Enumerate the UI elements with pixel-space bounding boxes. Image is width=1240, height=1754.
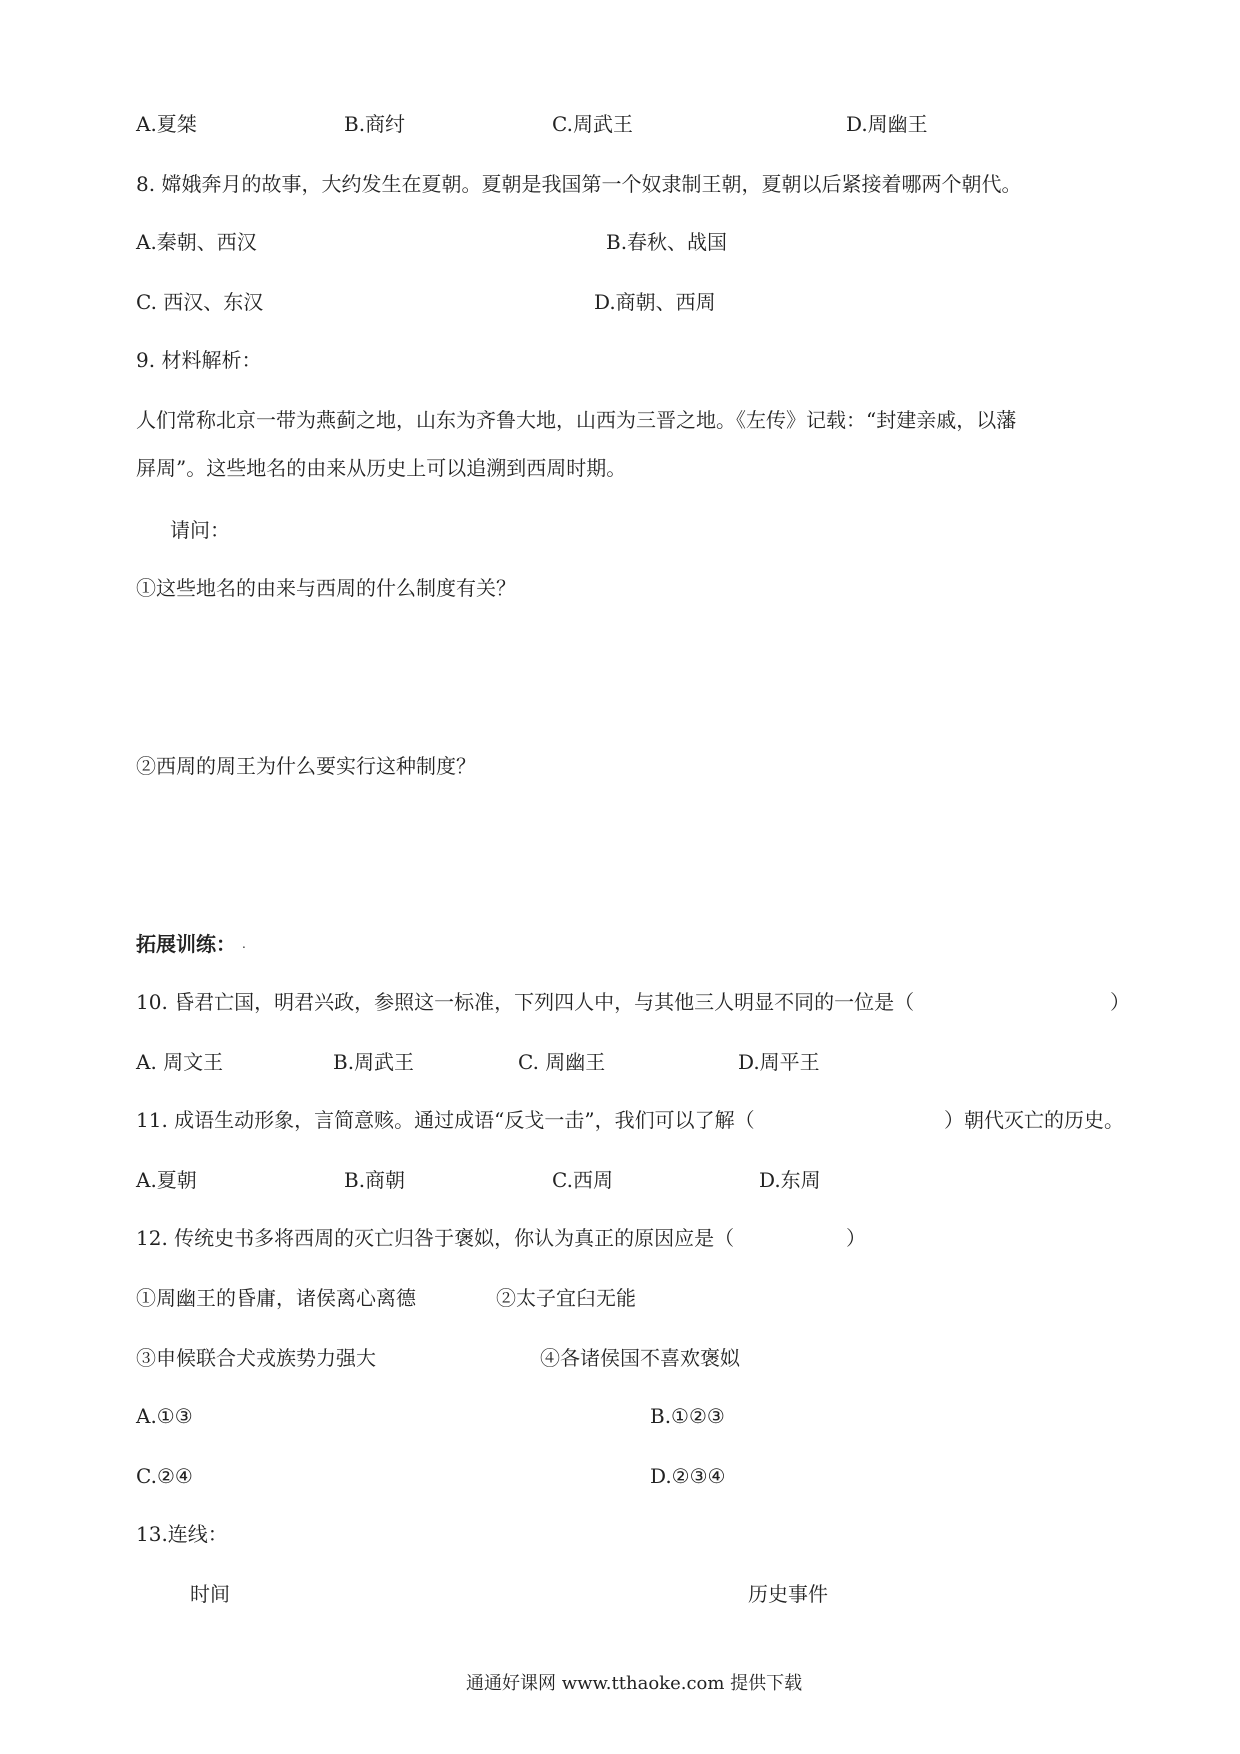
q11-stem: 11. 成语生动形象，言简意赅。通过成语“反戈一击”，我们可以了解（ xyxy=(136,1108,755,1132)
q12-option-a: A.①③ xyxy=(136,1404,193,1428)
q8-stem: 8. 嫦娥奔月的故事，大约发生在夏朝。夏朝是我国第一个奴隶制王朝，夏朝以后紧接着哪两个朝代。 xyxy=(136,172,1022,196)
q8-option-c: C. 西汉、东汉 xyxy=(136,290,264,314)
q8-option-a: A.秦朝、西汉 xyxy=(136,230,257,254)
q9-sub-question-1: ①这些地名的由来与西周的什么制度有关？ xyxy=(136,576,516,600)
q12-option-d: D.②③④ xyxy=(650,1464,726,1488)
q10-close-paren: ） xyxy=(1110,990,1130,1014)
section-mark: . xyxy=(242,937,246,951)
q7-option-d: D.周幽王 xyxy=(846,112,928,136)
q12-item-4: ④各诸侯国不喜欢褒姒 xyxy=(540,1346,740,1370)
page-footer: 通通好课网 www.tthaoke.com 提供下载 xyxy=(466,1673,803,1694)
q10-stem: 10. 昏君亡国，明君兴政，参照这一标准，下列四人中，与其他三人明显不同的一位是（ xyxy=(136,990,915,1014)
q9-material-line2: 屏周”。这些地名的由来从历史上可以追溯到西周时期。 xyxy=(136,456,627,480)
q12-stem: 12. 传统史书多将西周的灭亡归咎于褒姒，你认为真正的原因应是（ xyxy=(136,1226,735,1250)
q9-ask: 请问： xyxy=(170,518,230,542)
q7-option-a: A.夏桀 xyxy=(136,112,197,136)
section-title: 拓展训练： xyxy=(136,932,236,956)
q13-stem: 13.连线： xyxy=(136,1522,228,1546)
q9-sub-question-2: ②西周的周王为什么要实行这种制度？ xyxy=(136,754,476,778)
q12-item-3: ③申候联合犬戎族势力强大 xyxy=(136,1346,376,1370)
q9-material-line1: 人们常称北京一带为燕蓟之地，山东为齐鲁大地，山西为三晋之地。《左传》记载：“封建亲戚，以藩 xyxy=(136,408,1017,432)
q12-item-1: ①周幽王的昏庸，诸侯离心离德 xyxy=(136,1286,416,1310)
q11-option-c: C.西周 xyxy=(552,1168,613,1192)
q12-option-b: B.①②③ xyxy=(650,1404,725,1428)
q11-option-a: A.夏朝 xyxy=(136,1168,197,1192)
q7-option-b: B.商纣 xyxy=(344,112,406,136)
q12-item-2: ②太子宜臼无能 xyxy=(496,1286,636,1310)
q7-option-c: C.周武王 xyxy=(552,112,633,136)
q11-stem-tail: ）朝代灭亡的历史。 xyxy=(944,1108,1124,1132)
q9-stem: 9. 材料解析： xyxy=(136,348,262,372)
q8-option-d: D.商朝、西周 xyxy=(594,290,716,314)
q10-option-c: C. 周幽王 xyxy=(518,1050,606,1074)
q11-option-d: D.东周 xyxy=(759,1168,821,1192)
q10-option-b: B.周武王 xyxy=(333,1050,415,1074)
q11-option-b: B.商朝 xyxy=(344,1168,406,1192)
q10-option-a: A. 周文王 xyxy=(136,1050,224,1074)
q12-close-paren: ） xyxy=(846,1226,866,1250)
q13-column-event: 历史事件 xyxy=(748,1582,828,1606)
q8-option-b: B.春秋、战国 xyxy=(606,230,728,254)
q12-option-c: C.②④ xyxy=(136,1464,193,1488)
q10-option-d: D.周平王 xyxy=(738,1050,820,1074)
q13-column-time: 时间 xyxy=(190,1582,230,1606)
